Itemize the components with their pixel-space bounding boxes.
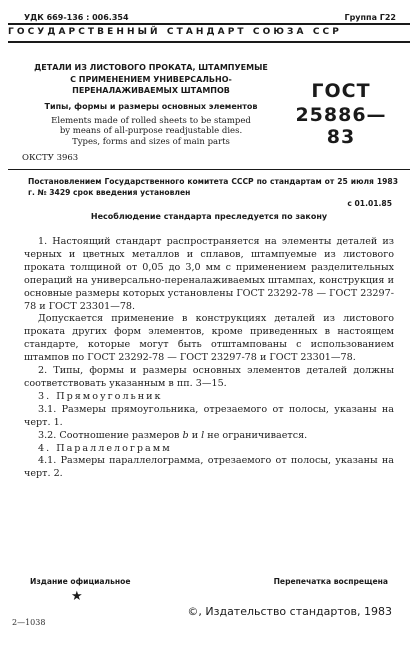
english-title <box>30 116 272 148</box>
russian-title-line: ПЕРЕНАЛАЖИВАЕМЫХ ШТАМПОВ <box>72 86 230 95</box>
banner-rule <box>8 41 410 43</box>
english-title-line: by means of all-purpose readjustable dies. <box>59 126 243 136</box>
russian-title <box>30 62 272 97</box>
document-body <box>24 236 394 481</box>
group-code: Группа Г22 <box>344 13 396 22</box>
paragraph-3-2-start: 3.2. Соотношение размеров <box>38 429 180 441</box>
gost-label: ГОСТ <box>311 80 371 102</box>
symbol-l: l <box>201 429 205 441</box>
standard-banner: ГОСУДАРСТВЕННЫЙ СТАНДАРТ СОЮЗА ССР <box>8 27 342 37</box>
english-title-line: Elements made of rolled sheets to be stamped <box>51 115 251 126</box>
legal-notice: Несоблюдение стандарта преследуется по закону <box>90 212 328 221</box>
russian-title-line: ДЕТАЛИ ИЗ ЛИСТОВОГО ПРОКАТА, ШТАМПУЕМЫЕ <box>34 63 268 72</box>
top-rule <box>8 23 410 25</box>
divider-rule <box>8 169 410 170</box>
paragraph-4-1: 4.1. Размеры параллелограмма, отрезаемого от полосы, указаны на черт. 2. <box>24 455 394 480</box>
section-heading-parallelogram: 4. Параллелограмм <box>38 442 172 454</box>
paragraph-3-2-end: не ограничивается. <box>207 429 308 441</box>
udk-code: УДК 669-136 : 006.354 <box>24 13 129 22</box>
paragraph-1: 1. Настоящий стандарт распространяется на элементы деталей из черных и цветных металлов и сплавов, штампуемые из листового проката толщиной от 0,05 до 3,0 мм с применением разделительных операций на универсально-переналаживаемых штампах, конструкция и основные размеры которых установлены ГОСТ 23292-78 — ГОСТ 23297-78 и ГОСТ 23301—78. <box>24 236 394 312</box>
paragraph-2: Допускается применение в конструкциях деталей из листового проката других форм элементов, кроме приведенных в настоящем стандарте, которые могут быть отштампованы с использованием штампов по ГОСТ 23292-78 — ГОСТ 23297-78 и ГОСТ 23301—78. <box>24 313 394 364</box>
paragraph-3-2 <box>24 430 394 443</box>
decree-text: Постановлением Государственного комитета СССР по стандартам от 25 июля 1983 г. № 3429 срок введения установлен <box>28 177 398 197</box>
symbol-b: b <box>182 429 189 441</box>
publisher-copyright: ©, Издательство стандартов, 1983 <box>187 605 392 618</box>
english-title-line: Types, forms and sizes of main parts <box>72 136 230 147</box>
paragraph-3-1: 3.1. Размеры прямоугольника, отрезаемого от полосы, указаны на черт. 1. <box>24 403 394 428</box>
gost-designation <box>286 80 396 148</box>
reprint-prohibited: Перепечатка воспрещена <box>273 577 388 586</box>
okstu-code: ОКСТУ 3963 <box>22 153 79 163</box>
section-heading-rectangle: 3. Прямоугольник <box>38 390 163 402</box>
gost-number: 25886—83 <box>295 104 387 148</box>
title-block <box>30 62 272 147</box>
russian-title-line: С ПРИМЕНЕНИЕМ УНИВЕРСАЛЬНО- <box>70 74 232 84</box>
effective-date: с 01.01.85 <box>347 199 392 208</box>
russian-subtitle: Типы, формы и размеры основных элементов <box>44 101 258 111</box>
print-code: 2—1038 <box>12 618 46 627</box>
star-icon: ★ <box>71 589 83 604</box>
paragraph-3-2-and: и <box>191 429 199 441</box>
official-edition: Издание официальное <box>30 577 131 586</box>
paragraph-3: 2. Типы, формы и размеры основных элементов деталей должны соответствовать указанным в пп. 3—15. <box>24 365 394 389</box>
